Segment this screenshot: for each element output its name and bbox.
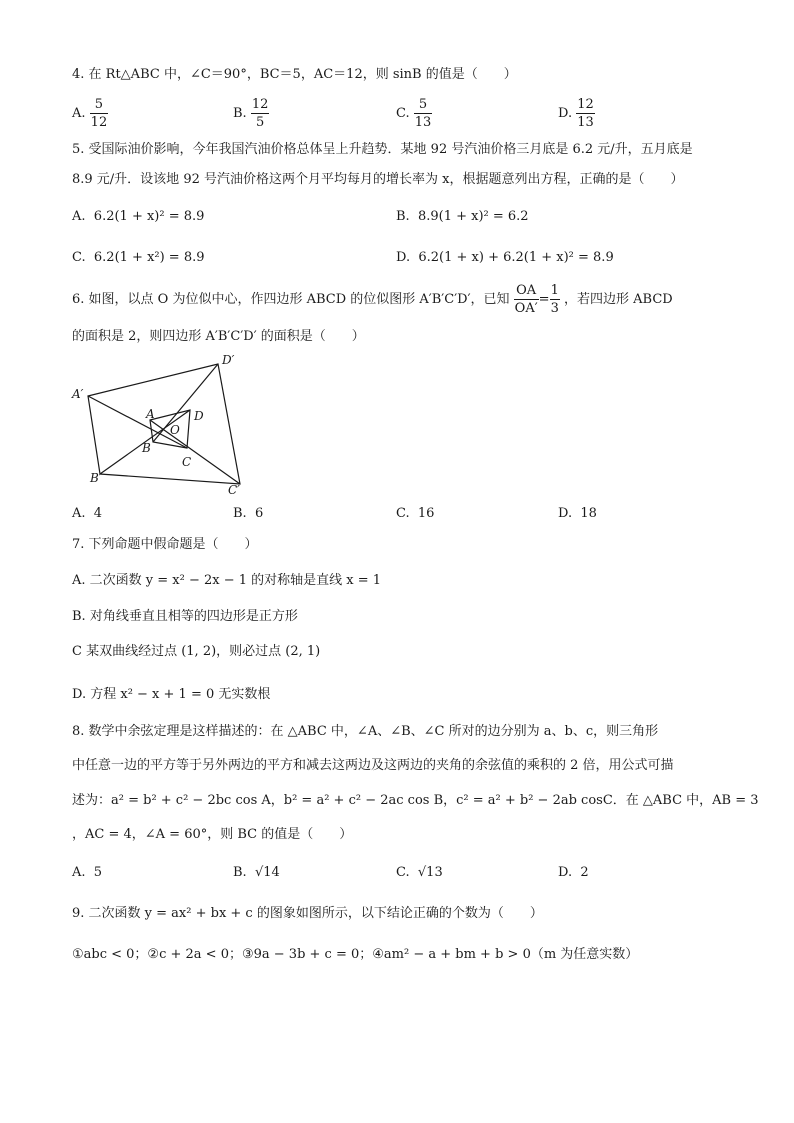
q6-text-a: 6. 如图，以点 O 为位似中心，作四边形 ABCD 的位似图形 A′B′C′D′，已知	[72, 292, 510, 307]
homothety-figure	[70, 350, 260, 500]
option-label: D.	[558, 106, 573, 121]
fraction-denominator: 3	[550, 301, 559, 316]
q5-option-a	[72, 208, 204, 226]
q6-option-c	[396, 505, 434, 523]
label-c: C	[182, 455, 192, 469]
option-text: 8.9(1 + x)² = 6.2	[417, 209, 529, 224]
label-b: B	[142, 441, 151, 455]
option-fraction	[414, 96, 433, 131]
option-label: D.	[558, 506, 573, 521]
option-label: C.	[396, 865, 410, 880]
option-text: 6	[254, 506, 264, 521]
fraction-denominator: 5	[255, 115, 265, 130]
equals-sign: =	[538, 292, 550, 307]
q4-option-b	[233, 96, 269, 131]
q8-line-4: ，AC = 4，∠A = 60°，则 BC 的值是（ ）	[72, 827, 353, 842]
option-text: √14	[254, 865, 280, 880]
option-label: A.	[72, 865, 86, 880]
q7-option-c: C 某双曲线经过点 (1, 2)，则必过点 (2, 1)	[72, 644, 321, 659]
label-c-prime: C′	[228, 483, 240, 497]
ray-d-prime	[153, 364, 218, 442]
option-label: A.	[72, 506, 86, 521]
option-text: 4	[93, 506, 103, 521]
option-fraction	[576, 96, 595, 131]
q5-option-c	[72, 249, 205, 267]
option-label: B.	[233, 506, 247, 521]
q4-option-c	[396, 96, 432, 131]
q5-option-d	[396, 249, 614, 267]
option-label: B.	[233, 106, 247, 121]
option-text: 5	[93, 865, 103, 880]
fraction-denominator: 13	[414, 115, 432, 130]
q8-line-2: 中任意一边的平方等于另外两边的平方和减去这两边及这两边的夹角的余弦值的乘积的 2 倍，用公式可描	[72, 758, 674, 773]
q4-option-d	[558, 96, 595, 131]
q6-option-a	[72, 505, 102, 523]
q7-stem: 7. 下列命题中假命题是（ ）	[72, 537, 258, 552]
option-label: D.	[558, 865, 573, 880]
option-label: D.	[396, 250, 411, 265]
ray-c-prime	[150, 420, 240, 484]
option-text: 6.2(1 + x) + 6.2(1 + x)² = 8.9	[418, 250, 614, 265]
q5-line-2: 8.9 元/升．设该地 92 号汽油价格这两个月平均每月的增长率为 x，根据题意列出方程，正确的是（ ）	[72, 172, 684, 187]
q9-line-1: 9. 二次函数 y = ax² + bx + c 的图象如图所示，以下结论正确的个数为（ ）	[72, 906, 543, 921]
label-a: A	[146, 407, 155, 421]
q7-option-b: B. 对角线垂直且相等的四边形是正方形	[72, 609, 298, 624]
q7-option-d: D. 方程 x² − x + 1 = 0 无实数根	[72, 687, 271, 702]
q8-option-b	[233, 864, 280, 882]
fraction-numerator: 1	[550, 283, 559, 298]
q8-option-a	[72, 864, 102, 882]
q9-line-2: ①abc < 0；②c + 2a < 0；③9a − 3b + c = 0；④am² − a + bm + b > 0（m 为任意实数）	[72, 947, 639, 962]
q8-line-1: 8. 数学中余弦定理是这样描述的：在 △ABC 中，∠A、∠B、∠C 所对的边分别为 a、b、c，则三角形	[72, 724, 659, 739]
fraction-numerator: 12	[251, 97, 269, 112]
q6-line-2: 的面积是 2，则四边形 A′B′C′D′ 的面积是（ ）	[72, 329, 365, 344]
q7-option-a: A. 二次函数 y = x² − 2x − 1 的对称轴是直线 x = 1	[72, 573, 382, 588]
q8-option-d	[558, 864, 589, 882]
q8-line-3: 述为：a² = b² + c² − 2bc cos A，b² = a² + c² − 2ac cos B，c² = a² + b² − 2ab cosC．在 △ABC 中，AB = 3	[72, 793, 759, 808]
fraction-numerator: OA	[514, 282, 539, 300]
label-d: D	[194, 409, 204, 423]
option-label: B.	[233, 865, 247, 880]
q6-text-b: ，若四边形 ABCD	[564, 292, 673, 307]
option-label: C.	[72, 250, 86, 265]
option-text: √13	[417, 865, 443, 880]
fraction-numerator: 5	[414, 96, 433, 114]
option-label: C.	[396, 106, 410, 121]
option-fraction	[251, 96, 270, 131]
ratio-fraction-value	[550, 282, 560, 317]
fraction-numerator: 5	[90, 96, 109, 114]
q4-stem: 4. 在 Rt△ABC 中，∠C＝90°，BC＝5，AC＝12，则 sinB 的值是（ ）	[72, 67, 517, 82]
option-label: C.	[396, 506, 410, 521]
option-label: A.	[72, 106, 86, 121]
label-b-prime: B′	[90, 471, 102, 485]
option-text: 16	[417, 506, 435, 521]
label-o: O	[170, 423, 180, 437]
fraction-denominator: 13	[577, 115, 594, 130]
option-text: 6.2(1 + x)² = 8.9	[93, 209, 205, 224]
fraction-numerator: 12	[577, 97, 594, 112]
label-a-prime: A′	[72, 387, 84, 401]
q6-option-b	[233, 505, 263, 523]
q6-line-1	[72, 282, 673, 318]
option-label: A.	[72, 209, 86, 224]
option-text: 6.2(1 + x²) = 8.9	[93, 250, 205, 265]
fraction-denominator: OA′	[514, 301, 538, 316]
option-text: 18	[580, 506, 597, 521]
q5-option-b	[396, 208, 529, 226]
ratio-fraction-oa	[514, 282, 539, 317]
q5-line-1: 5. 受国际油价影响，今年我国汽油价格总体呈上升趋势．某地 92 号汽油价格三月底是 6.2 元/升，五月底是	[72, 142, 693, 157]
q8-option-c	[396, 864, 443, 882]
q6-option-d	[558, 505, 597, 523]
fraction-denominator: 12	[90, 115, 108, 130]
option-label: B.	[396, 209, 410, 224]
option-text: 2	[580, 865, 589, 880]
label-d-prime: D′	[222, 353, 235, 367]
option-fraction	[90, 96, 109, 131]
q4-option-a	[72, 96, 108, 131]
